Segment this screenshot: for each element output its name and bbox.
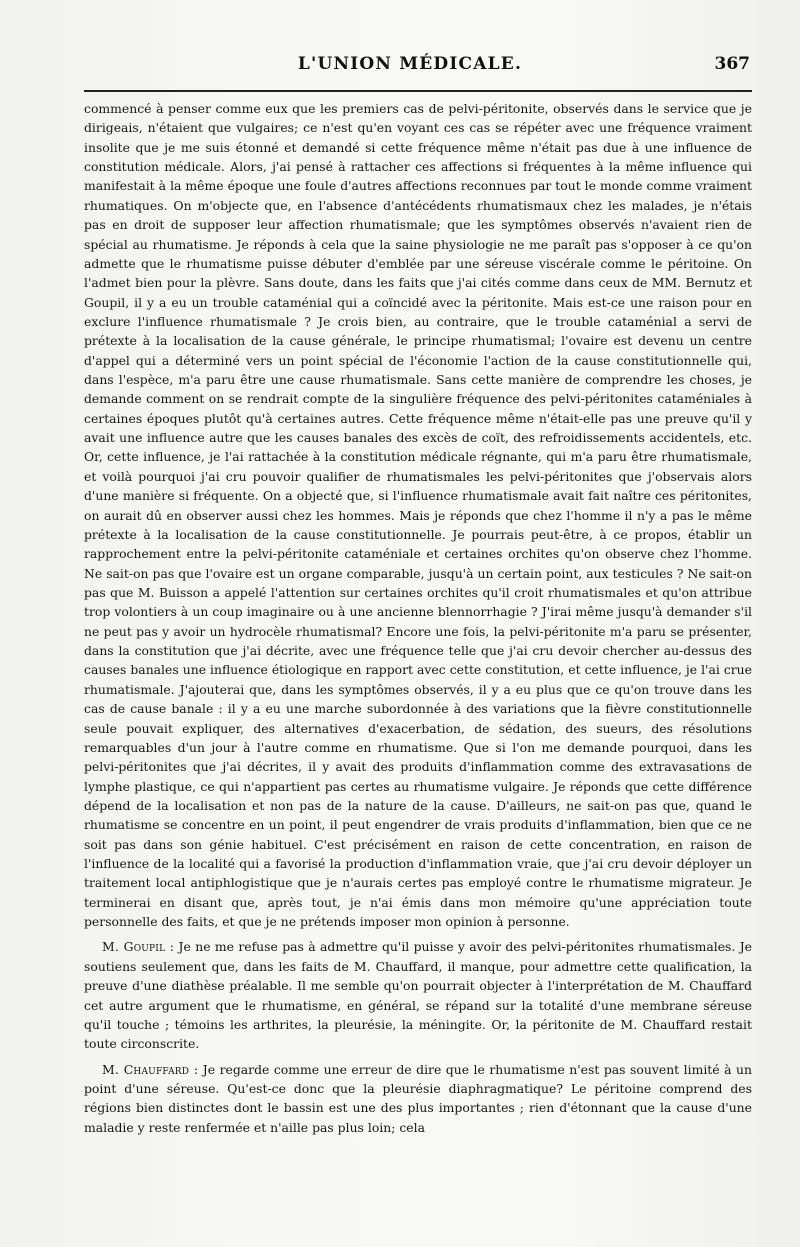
speech-goupil: [84, 937, 752, 1053]
speech-goupil-text: Je ne me refuse pas à admettre qu'il puisse y avoir des pelvi-péritonites rhumatismales. Je soutiens seulement que, dans les faits de M. Chauffard, il manque, pour admettre cette qualification, la preuve d'une diathèse préalable. Il me semble qu'on pourrait objecter à l'interprétation de M. Chauffard cet autre argument que le rhumatisme, en général, se répand sur la totalité d'une membrane séreuse qu'il touche ; témoins les arthrites, la pleurésie, la méningite. Or, la péritonite de M. Chauffard restait toute circonscrite.: [84, 939, 753, 1052]
speaker-goupil: M. Goupil :: [102, 939, 175, 955]
speech-chauffard: [84, 1060, 752, 1137]
header-rule: [84, 90, 752, 92]
paragraph-chauffard-continuation: commencé à penser comme eux que les premiers cas de pelvi-péritonite, observés dans le service que je dirigeais, n'étaient que vulgaires; ce n'est qu'en voyant ces cas se répéter avec une fréquence vraiment insolite que je me suis étonné et demandé si cette fréquence même n'était pas due à une influence de constitution médicale. Alors, j'ai pensé à rattacher ces affections si fréquentes à la même influence qui manifestait à la même époque une foule d'autres affections reconnues par tout le monde comme vraiment rhumatiques. On m'objecte que, en l'absence d'antécédents rhumatismaux chez les malades, je n'étais pas en droit de supposer leur affection rhumatismale; que les symptômes observés n'avaient rien de spécial au rhumatisme. Je réponds à cela que la saine physiologie ne me paraît pas s'opposer à ce qu'on admette que le rhumatisme puisse débuter d'emblée par une séreuse viscérale comme le péritoine. On l'admet bien pour la plèvre. Sans doute, dans les faits que j'ai cités comme dans ceux de MM. Bernutz et Goupil, il y a eu un trouble cataménial qui a coïncidé avec la péritonite. Mais est-ce une raison pour en exclure l'influence rhumatismale ? Je crois bien, au contraire, que le trouble cataménial a servi de prétexte à la localisation de la cause générale, le principe rhumatismal; l'ovaire est devenu un centre d'appel qui a déterminé vers un point spécial de l'économie l'action de la cause constitutionnelle qui, dans l'espèce, m'a paru être une cause rhumatismale. Sans cette manière de comprendre les choses, je demande comment on se rendrait compte de la singulière fréquence des pelvi-péritonites cataméniales à certaines époques plutôt qu'à certaines autres. Cette fréquence même n'était-elle pas une preuve qu'il y avait une influence autre que les causes banales des excès de coït, des refroidissements accidentels, etc. Or, cette influence, je l'ai rattachée à la constitution médicale régnante, qui m'a paru être rhumatismale, et voilà pourquoi j'ai cru pouvoir qualifier de rhumatismales les pelvi-péritonites que j'observais alors d'une manière si fréquente. On a objecté que, si l'influence rhumatismale avait fait naître ces péritonites, on aurait dû en observer aussi chez les hommes. Mais je réponds que chez l'homme il n'y a pas le même prétexte à la localisation de la cause constitutionnelle. Je pourrais peut-être, à ce propos, établir un rapprochement entre la pelvi-péritonite cataméniale et certaines orchites qu'on observe chez l'homme. Ne sait-on pas que l'ovaire est un organe comparable, jusqu'à un certain point, aux testicules ? Ne sait-on pas que M. Buisson a appelé l'attention sur certaines orchites qu'il croit rhumatismales et qu'on attribue trop volontiers à un coup imaginaire ou à une ancienne blennorrhagie ? J'irai même jusqu'à demander s'il ne peut pas y avoir un hydrocèle rhumatismal? Encore une fois, la pelvi-péritonite m'a paru se présenter, dans la constitution que j'ai décrite, avec une fréquence telle que j'ai cru devoir chercher au-dessus des causes banales une influence étiologique en rapport avec cette constitution, et cette influence, je l'ai crue rhumatismale. J'ajouterai que, dans les symptômes observés, il y a eu plus que ce qu'on trouve dans les cas de cause banale : il y a eu une marche subordonnée à des variations que la fièvre constitutionnelle seule pouvait expliquer, des alternatives d'exacerbation, de sédation, des sueurs, des résolutions remarquables d'un jour à l'autre comme en rhumatisme. Que si l'on me demande pourquoi, dans les pelvi-péritonites que j'ai décrites, il y avait des produits d'inflammation comme des extravasations de lymphe plastique, ce qui n'appartient pas certes au rhumatisme vulgaire. Je réponds que cette différence dépend de la localisation et non pas de la nature de la cause. D'ailleurs, ne sait-on pas que, quand le rhumatisme se concentre en un point, il peut engendrer de vrais produits d'inflammation, bien que ce ne soit pas dans son génie habituel. C'est précisément en raison de cette concentration, en raison de l'influence de la localité qui a favorisé la production d'inflammation vraie, que j'ai cru devoir déployer un traitement local antiphlogistique que je n'aurais certes pas employé contre le rhumatisme migrateur. Je terminerai en disant que, après tout, je n'ai émis dans mon mémoire qu'une appréciation toute personnelle des faits, et que je ne prétends imposer mon opinion à personne.: [84, 101, 752, 930]
speech-chauffard-text: Je regarde comme une erreur de dire que le rhumatisme n'est pas souvent limité à un point d'une séreuse. Qu'est-ce donc que la pleurésie diaphragmatique? Le péritoine comprend des régions bien distinctes dont le bassin est une des plus importantes ; rien d'étonnant que la cause d'une maladie y reste renfermée et n'aille pas plus loin; cela: [84, 1061, 752, 1135]
bleed-through-texture: [84, 1202, 752, 1242]
running-title: L'UNION MÉDICALE.: [297, 54, 523, 74]
body-text: [84, 99, 752, 1137]
speaker-chauffard: M. Chauffard :: [102, 1061, 199, 1077]
page-header: [60, 54, 760, 84]
page-number: 367: [714, 54, 750, 74]
